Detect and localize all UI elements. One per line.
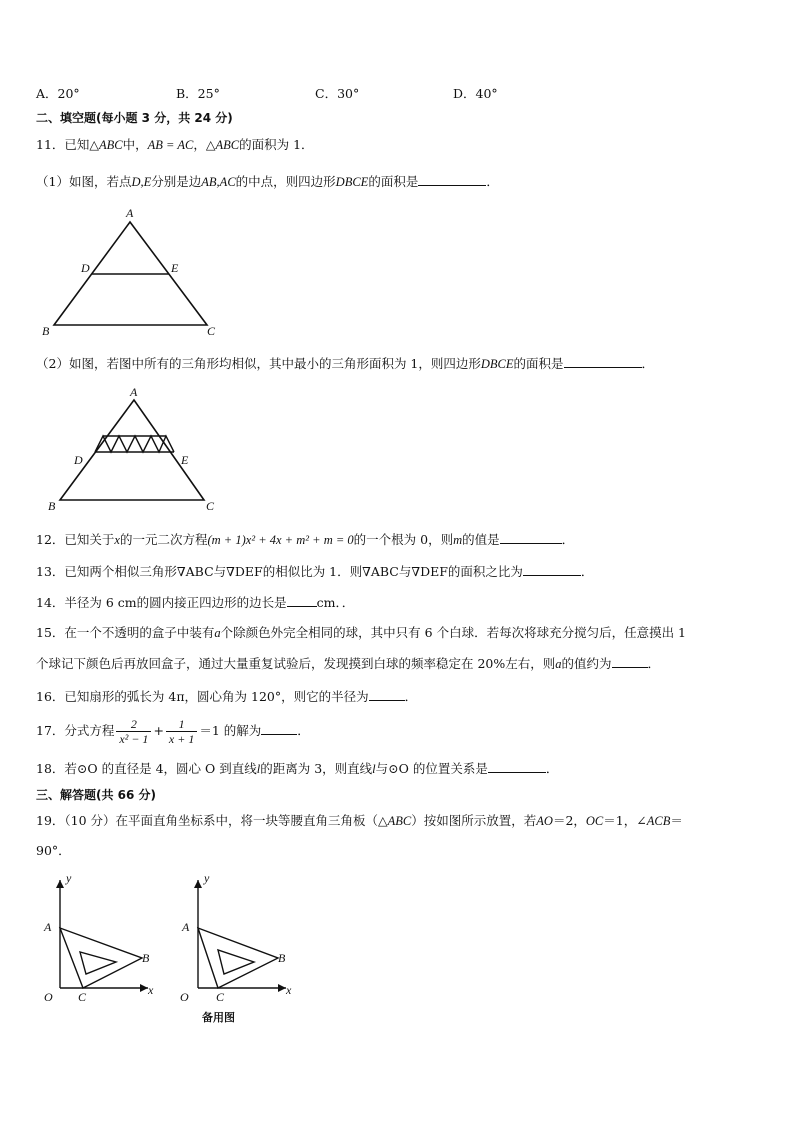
label-y: y bbox=[204, 871, 210, 885]
label-c: C bbox=[207, 324, 216, 338]
answer-blank[interactable] bbox=[287, 594, 317, 607]
answer-blank[interactable] bbox=[612, 655, 648, 668]
y-axis-arrow bbox=[194, 880, 202, 888]
question-11-stem: 11．已知△ABC中，AB = AC，△ABC的面积为 1． bbox=[36, 137, 314, 152]
answer-blank[interactable] bbox=[369, 688, 405, 701]
answer-blank[interactable] bbox=[418, 173, 486, 186]
option-c: C．30° bbox=[315, 86, 360, 101]
label-y: y bbox=[66, 871, 72, 885]
section-2-title: 二、填空题(每小题 3 分，共 24 分) bbox=[36, 111, 233, 125]
label-x: x bbox=[286, 983, 292, 997]
question-13: 13．已知两个相似三角形∇ABC与∇DEF的相似比为 1．则∇ABC与∇DEF的面积之比为 ． bbox=[36, 564, 594, 579]
label-e: E bbox=[181, 453, 189, 467]
option-a: A．20° bbox=[36, 86, 80, 101]
x-axis-arrow bbox=[278, 984, 286, 992]
question-14: 14．半径为 6 cm的圆内接正四边形的边长是 cm．． bbox=[36, 595, 355, 610]
figure-spare bbox=[174, 870, 304, 1030]
figure-triangle-zigzag bbox=[40, 384, 230, 516]
figure-coordinate-triangle bbox=[36, 870, 166, 1010]
question-15-line-1: 15．在一个不透明的盒子中装有a个除颜色外完全相同的球，其中只有 6 个白球．若每次将球充分搅匀后，任意摸出 1 bbox=[36, 625, 686, 640]
question-11-part-1: （1）如图，若点D,E分别是边AB,AC的中点，则四边形DBCE的面积是 ． bbox=[36, 174, 499, 189]
section-3-title: 三、解答题(共 66 分) bbox=[36, 788, 157, 802]
label-d: D bbox=[81, 261, 90, 275]
answer-blank[interactable] bbox=[261, 722, 297, 735]
label-c: C bbox=[216, 990, 225, 1004]
label-a: A bbox=[182, 920, 190, 934]
label-a: A bbox=[44, 920, 52, 934]
triangle-abc bbox=[60, 400, 204, 500]
x-axis-arrow bbox=[140, 984, 148, 992]
answer-blank[interactable] bbox=[564, 355, 642, 368]
fraction-1: $\frac{2}{\text{x² − 1}}$ bbox=[116, 717, 151, 746]
fraction-2: $\frac{1}{x + 1}$ bbox=[166, 717, 197, 746]
option-b: B．25° bbox=[176, 86, 220, 101]
label-b: B bbox=[142, 951, 150, 965]
question-12: 12．已知关于x的一元二次方程(m + 1)x² + 4x + m² + m = 0的一个根为 0，则m的值是 ． bbox=[36, 532, 575, 547]
question-15-line-2: 个球记下颜色后再放回盒子，通过大量重复试验后，发现摸到白球的频率稳定在 20%左右，则a的值约为 ． bbox=[36, 656, 661, 671]
question-11-part-2: （2）如图，若图中所有的三角形均相似，其中最小的三角形面积为 1，则四边形DBCE的面积是 ． bbox=[36, 356, 655, 371]
option-d: D．40° bbox=[453, 86, 498, 101]
label-a: A bbox=[130, 385, 138, 399]
question-19-line-1: 19．（10 分）在平面直角坐标系中，将一块等腰直角三角板（△ABC）按如图所示放置，若AO＝2，OC＝1，∠ACB＝ bbox=[36, 813, 683, 828]
outer-triangle bbox=[198, 928, 278, 988]
answer-blank[interactable] bbox=[488, 760, 546, 773]
label-b: B bbox=[278, 951, 286, 965]
label-e: E bbox=[171, 261, 179, 275]
label-b: B bbox=[48, 499, 56, 513]
label-d: D bbox=[74, 453, 83, 467]
question-19-line-2: 90°． bbox=[36, 843, 71, 858]
label-a: A bbox=[126, 206, 134, 220]
label-c: C bbox=[206, 499, 215, 513]
label-o: O bbox=[180, 990, 189, 1004]
inner-triangle bbox=[218, 950, 254, 974]
zigzag-triangles bbox=[95, 436, 174, 452]
label-c: C bbox=[78, 990, 87, 1004]
inner-triangle bbox=[80, 952, 116, 974]
label-x: x bbox=[148, 983, 154, 997]
label-b: B bbox=[42, 324, 50, 338]
answer-blank[interactable] bbox=[500, 531, 562, 544]
answer-blank[interactable] bbox=[523, 563, 581, 576]
figure-triangle-midline bbox=[36, 204, 226, 340]
question-16: 16．已知扇形的弧长为 4π，圆心角为 120°，则它的半径为 ． bbox=[36, 689, 418, 704]
spare-figure-caption: 备用图 bbox=[202, 1011, 235, 1024]
question-18: 18．若⊙O 的直径是 4，圆心 O 到直线l的距离为 3，则直线l与⊙O 的位置关系是 ． bbox=[36, 761, 559, 776]
question-17: 17．分式方程 $\frac{2}{\text{x² − 1}}$ + $\frac{1}{x + 1}$ ＝1 的解为 ． bbox=[36, 717, 310, 746]
label-o: O bbox=[44, 990, 53, 1004]
y-axis-arrow bbox=[56, 880, 64, 888]
